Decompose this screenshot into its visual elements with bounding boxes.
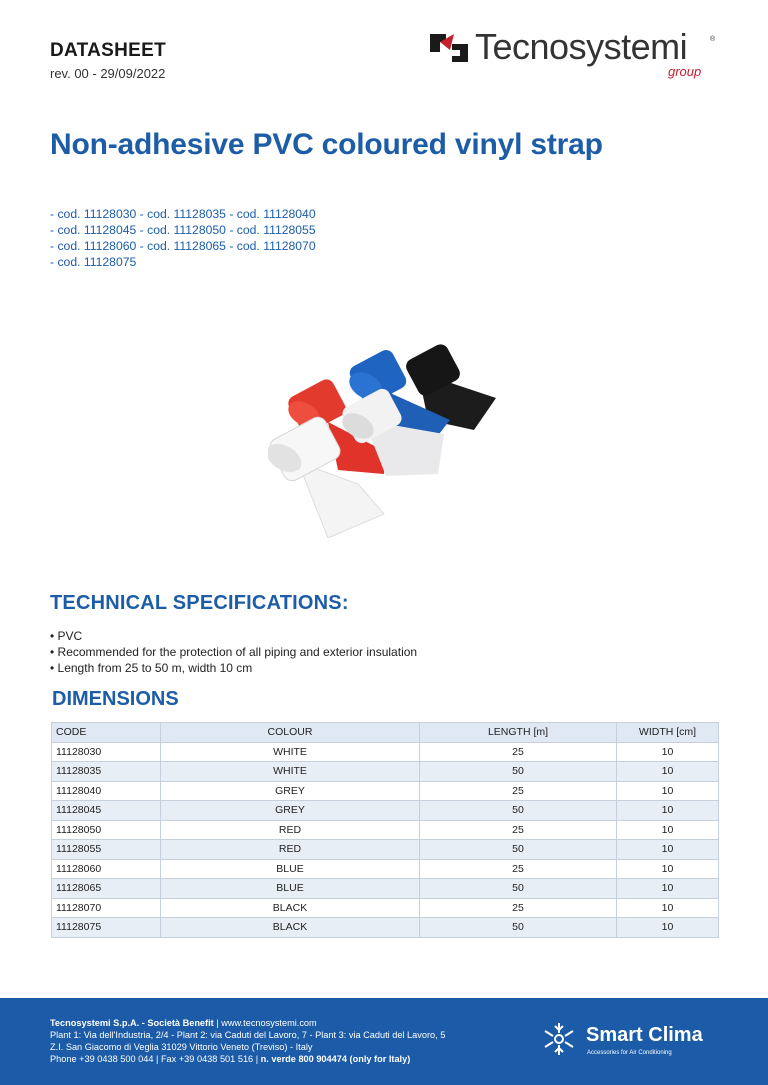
cell-width: 10 <box>617 840 719 860</box>
footer-address: Z.I. San Giacomo di Veglia 31029 Vittorio Veneto (Treviso) - Italy <box>50 1042 313 1052</box>
cell-code: 11128040 <box>52 781 161 801</box>
footer <box>0 998 768 1085</box>
table-header-row <box>52 723 719 743</box>
footer-company: Tecnosystemi S.p.A. - Società Benefit <box>50 1018 214 1028</box>
codes-line: - cod. 11128075 <box>50 255 137 269</box>
spec-item: • Length from 25 to 50 m, width 10 cm <box>50 661 253 675</box>
table-row <box>52 820 719 840</box>
dimensions-table <box>51 722 719 938</box>
footer-website[interactable]: | www.tecnosystemi.com <box>213 1018 317 1028</box>
footer-toll-free: n. verde 800 904474 (only for Italy) <box>260 1054 411 1064</box>
cell-length: 50 <box>420 879 617 899</box>
cell-length: 50 <box>420 762 617 782</box>
product-codes <box>50 206 316 270</box>
cell-code: 11128055 <box>52 840 161 860</box>
codes-line: - cod. 11128045 - cod. 11128050 - cod. 11128055 <box>50 223 316 237</box>
cell-colour: BLUE <box>161 859 420 879</box>
cell-length: 50 <box>420 801 617 821</box>
brand-registered-mark: ® <box>710 36 716 43</box>
cell-colour: WHITE <box>161 762 420 782</box>
cell-code: 11128035 <box>52 762 161 782</box>
snowflake-icon <box>540 1020 578 1058</box>
brand-name: Tecnosystemi <box>475 26 688 67</box>
codes-line: - cod. 11128060 - cod. 11128065 - cod. 11128070 <box>50 239 316 253</box>
cell-colour: BLUE <box>161 879 420 899</box>
cell-colour: BLACK <box>161 898 420 918</box>
cell-code: 11128060 <box>52 859 161 879</box>
footer-phone: Phone +39 0438 500 044 | Fax +39 0438 501 516 | <box>50 1054 261 1064</box>
revision-date: rev. 00 - 29/09/2022 <box>50 66 166 81</box>
cell-width: 10 <box>617 879 719 899</box>
tecnosystemi-logo <box>428 26 728 86</box>
cell-length: 25 <box>420 859 617 879</box>
smart-clima-name: Smart Clima <box>586 1024 703 1046</box>
cell-code: 11128050 <box>52 820 161 840</box>
table-row <box>52 898 719 918</box>
footer-plants: Plant 1: Via dell'Industria, 2/4 - Plant 2: via Caduti del Lavoro, 7 - Plant 3: via Caduti del Lavoro, 5 <box>50 1030 446 1040</box>
table-row <box>52 879 719 899</box>
header-code: CODE <box>52 723 161 743</box>
header-length: LENGTH [m] <box>420 723 617 743</box>
table-row <box>52 762 719 782</box>
cell-code: 11128030 <box>52 742 161 762</box>
cell-width: 10 <box>617 918 719 938</box>
table-row <box>52 781 719 801</box>
cell-width: 10 <box>617 820 719 840</box>
cell-width: 10 <box>617 762 719 782</box>
spec-item: • Recommended for the protection of all piping and exterior insulation <box>50 645 418 659</box>
cell-code: 11128045 <box>52 801 161 821</box>
table-row <box>52 742 719 762</box>
table-row <box>52 859 719 879</box>
cell-colour: RED <box>161 840 420 860</box>
cell-length: 50 <box>420 840 617 860</box>
cell-length: 25 <box>420 820 617 840</box>
spec-item: • PVC <box>50 629 83 643</box>
cell-width: 10 <box>617 742 719 762</box>
technical-specifications-title: TECHNICAL SPECIFICATIONS: <box>50 592 349 614</box>
cell-width: 10 <box>617 801 719 821</box>
cell-colour: BLACK <box>161 918 420 938</box>
table-body <box>52 742 719 937</box>
table-row <box>52 918 719 938</box>
product-image <box>268 342 500 538</box>
codes-line: - cod. 11128030 - cod. 11128035 - cod. 11128040 <box>50 207 316 221</box>
datasheet-label: DATASHEET <box>50 40 166 61</box>
tecnosystemi-mark-icon <box>428 30 470 66</box>
header-width: WIDTH [cm] <box>617 723 719 743</box>
smart-clima-tagline: Accessories for Air Conditioning <box>587 1050 672 1056</box>
cell-width: 10 <box>617 859 719 879</box>
footer-line-1 <box>50 1017 445 1029</box>
dimensions-title: DIMENSIONS <box>52 688 179 710</box>
cell-width: 10 <box>617 781 719 801</box>
table-row <box>52 840 719 860</box>
cell-code: 11128075 <box>52 918 161 938</box>
cell-code: 11128070 <box>52 898 161 918</box>
cell-colour: WHITE <box>161 742 420 762</box>
cell-colour: RED <box>161 820 420 840</box>
cell-length: 25 <box>420 898 617 918</box>
technical-specifications-list <box>50 628 417 676</box>
cell-code: 11128065 <box>52 879 161 899</box>
footer-contact <box>50 1017 445 1065</box>
footer-line-4 <box>50 1053 445 1065</box>
cell-length: 25 <box>420 742 617 762</box>
cell-width: 10 <box>617 898 719 918</box>
cell-colour: GREY <box>161 801 420 821</box>
cell-length: 50 <box>420 918 617 938</box>
table-row <box>52 801 719 821</box>
header-colour: COLOUR <box>161 723 420 743</box>
brand-group: group <box>668 64 702 79</box>
page-title: Non-adhesive PVC coloured vinyl strap <box>50 128 603 161</box>
smart-clima-logo <box>540 1020 730 1060</box>
cell-length: 25 <box>420 781 617 801</box>
cell-colour: GREY <box>161 781 420 801</box>
